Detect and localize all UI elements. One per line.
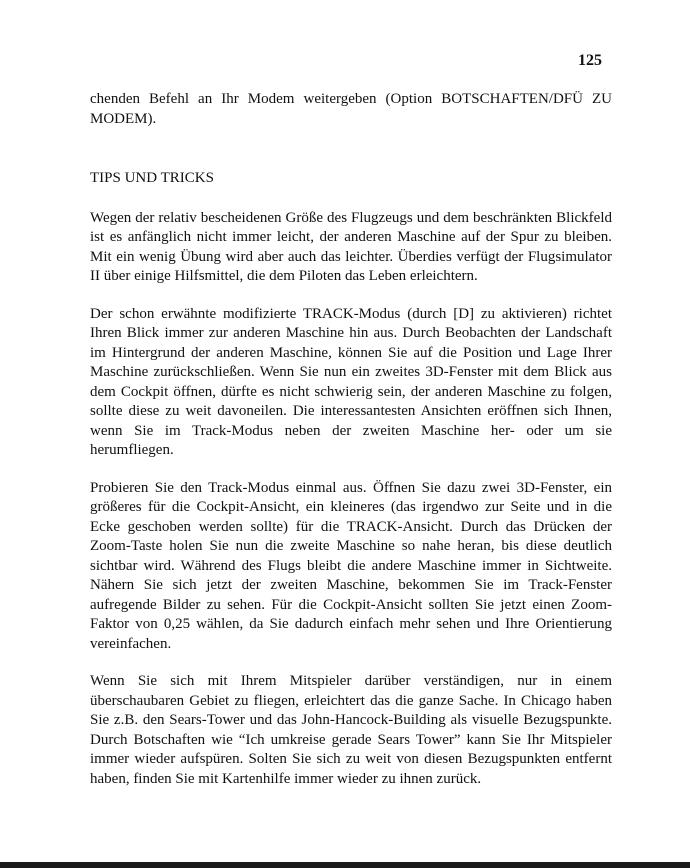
- paragraph-3: Probieren Sie den Track-Modus einmal aus. Öffnen Sie dazu zwei 3D-Fenster, ein größeres für die Cockpit-Ansicht, ein kleineres (das irgendwo zur Seite und in die Ecke geschoben werden sollte) für die TRACK-Ansicht. Durch das Drücken der Zoom-Taste holen Sie nun die zweite Maschine so nahe heran, bis diese deutlich sichtbar wird. Während des Flugs bleibt die andere Maschine immer in Sichtweite. Nähern Sie sich jetzt der zweiten Maschine, bekommen Sie im Track-Fenster aufregende Bilder zu sehen. Für die Cockpit-Ansicht sollten Sie jetzt einen Zoom-Faktor von 0,25 wählen, da Sie dadurch einfach mehr sehen und Ihre Orientierung vereinfachen.: [90, 479, 612, 652]
- section-heading: TIPS UND TRICKS: [90, 170, 214, 186]
- paragraph-2: Der schon erwähnte modifizierte TRACK-Modus (durch [D] zu aktivieren) richtet Ihren Blick immer zur anderen Maschine hin aus. Durch Beobachten der Landschaft im Hintergrund der anderen Maschine, können Sie auf die Position und Lage Ihrer Maschine zurückschließen. Wenn Sie nun ein zweites 3D-Fenster mit dem Blick aus dem Cockpit öffnen, dürfte es nicht schwierig sein, der anderen Maschine zu folgen, sollte diese zu weit davoneilen. Die interessantesten Ansichten eröffnen sich Ihnen, wenn Sie im Track-Modus neben der zweiten Maschine her- oder um sie herumfliegen.: [90, 305, 612, 458]
- paragraph-4: Wenn Sie sich mit Ihrem Mitspieler darüber verständigen, nur in einem überschaubaren Gebiet zu fliegen, erleichtert das die ganze Sache. In Chicago haben Sie z.B. den Sears-Tower und das John-Hancock-Building als visuelle Bezugspunkte. Durch Botschaften wie “Ich umkreise gerade Sears Tower” kann Sie Ihr Mitspieler immer wieder aufspüren. Solten Sie sich zu weit von diesen Bezugspunkten entfernt haben, finden Sie mit Kartenhilfe immer wieder zu ihnen zurück.: [90, 673, 612, 787]
- paragraph-1: Wegen der relativ bescheidenen Größe des Flugzeugs und dem beschränkten Blickfeld ist es anfänglich nicht immer leicht, der anderen Maschine auf der Spur zu bleiben. Mit ein wenig Übung wird aber auch das leichter. Überdies verfügt der Flugsimulator II über einige Hilfsmittel, die dem Piloten das Leben erleichtern.: [90, 209, 612, 284]
- page-number: 125: [578, 52, 602, 69]
- scan-edge-shadow: [0, 862, 690, 868]
- continuation-paragraph: chenden Befehl an Ihr Modem weitergeben (Option BOTSCHAFTEN/DFÜ ZU MODEM).: [90, 91, 612, 127]
- page-content: [90, 90, 612, 807]
